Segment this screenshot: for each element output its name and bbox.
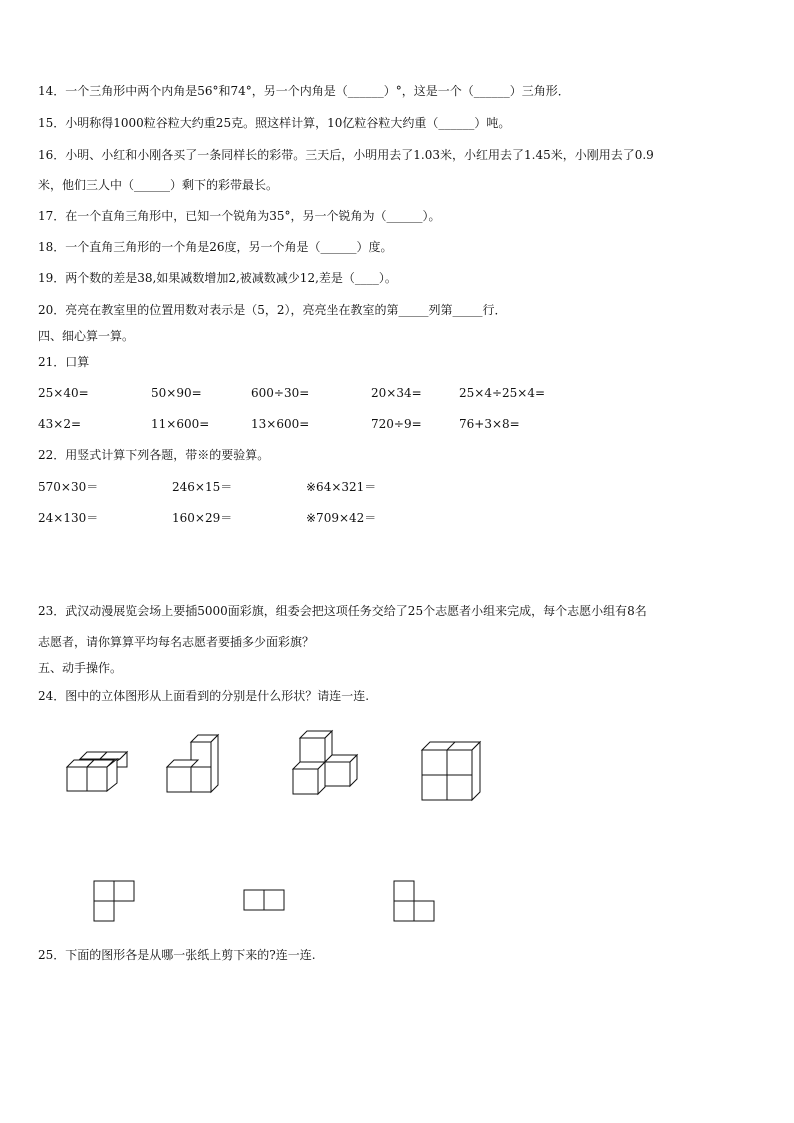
question-18: 18．一个直角三角形的一个角是26度，另一个角是（______）度。: [38, 240, 393, 254]
vertical-calc-item: 570×30＝: [38, 480, 99, 494]
question-14: 14．一个三角形中两个内角是56°和74°，另一个内角是（______）°，这是一个（______）三角形．: [38, 84, 570, 98]
section-4-heading: 四、细心算一算。: [38, 329, 135, 343]
mental-calc-item: 600÷30=: [251, 386, 310, 400]
mental-calc-item: 720÷9=: [371, 417, 422, 431]
solid-figure-3: [288, 727, 368, 802]
mental-calc-item: 13×600=: [251, 417, 310, 431]
question-23-line2: 志愿者，请你算算平均每名志愿者要插多少面彩旗？: [38, 635, 315, 649]
mental-calc-item: 25×40=: [38, 386, 89, 400]
mental-calc-item: 11×600=: [151, 417, 210, 431]
question-22: 22．用竖式计算下列各题，带※的要验算。: [38, 448, 270, 462]
mental-calc-item: 50×90=: [151, 386, 202, 400]
mental-calc-item: 25×4÷25×4=: [459, 386, 546, 400]
mental-calc-item: 20×34=: [371, 386, 422, 400]
solid-figure-4: [416, 738, 488, 804]
question-24: 24．图中的立体图形从上面看到的分别是什么形状？请连一连.: [38, 689, 370, 703]
vertical-calc-item: ※64×321＝: [306, 480, 377, 494]
question-19: 19．两个数的差是38,如果减数增加2,被减数减少12,差是（____）。: [38, 271, 397, 285]
top-view-shape-a: [93, 880, 137, 924]
mental-calc-item: 43×2=: [38, 417, 82, 431]
solid-figure-1: [60, 745, 130, 795]
question-17: 17．在一个直角三角形中，已知一个锐角为35°，另一个锐角为（______）。: [38, 209, 441, 223]
solid-figure-2: [160, 730, 230, 800]
mental-calc-item: 76+3×8=: [459, 417, 520, 431]
question-25: 25．下面的图形各是从哪一张纸上剪下来的?连一连.: [38, 948, 316, 962]
question-16-line2: 米，他们三人中（______）剩下的彩带最长。: [38, 178, 279, 192]
top-view-shape-b: [243, 889, 287, 913]
top-view-shape-c: [393, 880, 437, 924]
vertical-calc-item: ※709×42＝: [306, 511, 377, 525]
question-15: 15．小明称得1000粒谷粒大约重25克。照这样计算，10亿粒谷粒大约重（______）吨。: [38, 116, 511, 130]
vertical-calc-item: 246×15＝: [172, 480, 233, 494]
vertical-calc-item: 24×130＝: [38, 511, 99, 525]
section-5-heading: 五、动手操作。: [38, 661, 123, 675]
question-23-line1: 23．武汉动漫展览会场上要插5000面彩旗，组委会把这项任务交给了25个志愿者小组来完成，每个志愿小组有8名: [38, 604, 647, 618]
vertical-calc-item: 160×29＝: [172, 511, 233, 525]
question-21: 21．口算: [38, 355, 90, 369]
question-20: 20．亮亮在教室里的位置用数对表示是（5，2），亮亮坐在教室的第_____列第_____行．: [38, 303, 507, 317]
question-16-line1: 16．小明、小红和小刚各买了一条同样长的彩带。三天后，小明用去了1.03米，小红用去了1.45米，小刚用去了0.9: [38, 148, 654, 162]
